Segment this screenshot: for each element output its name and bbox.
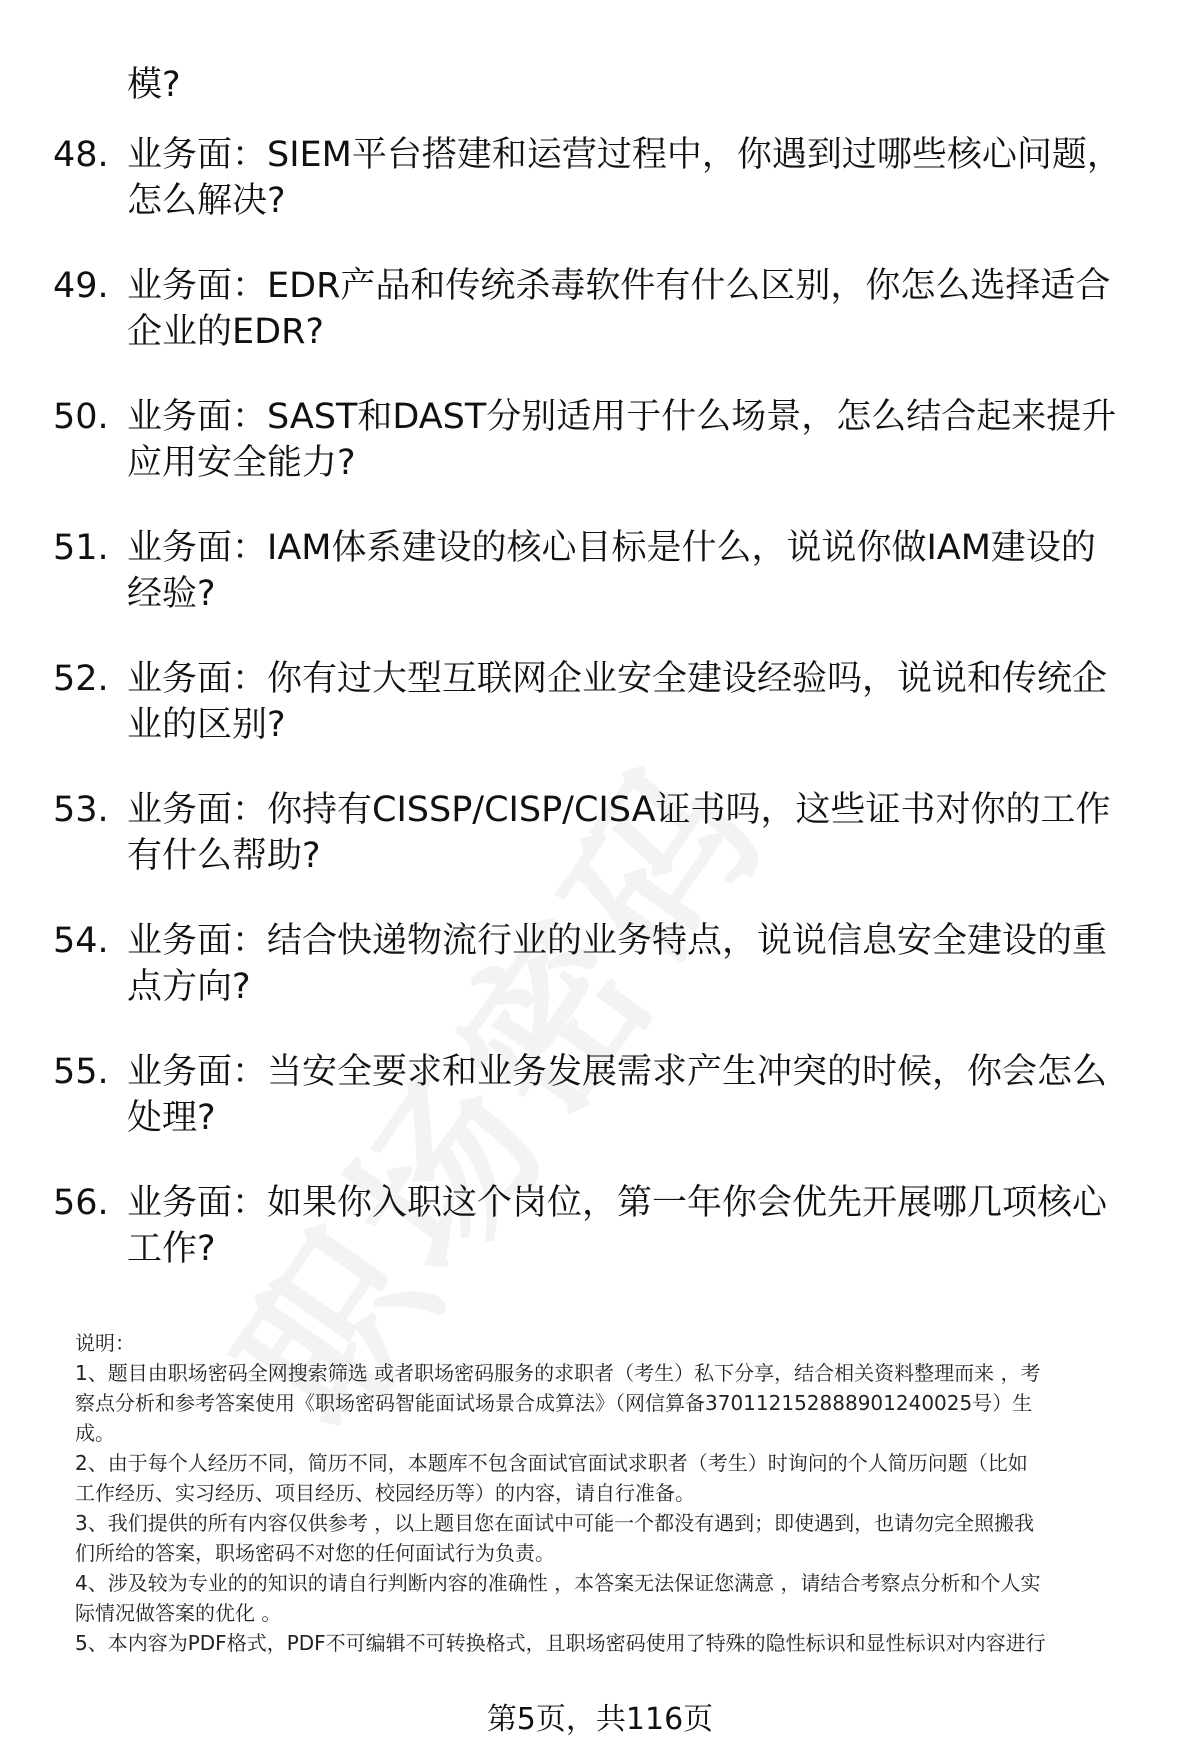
notes-heading: 说明： bbox=[75, 1331, 135, 1355]
question-line: 处理? bbox=[127, 1098, 216, 1138]
page-footer: 第5页，共116页 bbox=[486, 1702, 714, 1737]
question-line: 企业的EDR? bbox=[127, 312, 324, 352]
notes-line: 察点分析和参考答案使用《职场密码智能面试场景合成算法》（网信算备370112152888901240025号）生 bbox=[75, 1391, 1033, 1415]
notes-line: 5、本内容为PDF格式，PDF不可编辑不可转换格式，且职场密码使用了特殊的隐性标识和显性标识对内容进行 bbox=[75, 1631, 1046, 1655]
question-line: 业务面：EDR产品和传统杀毒软件有什么区别，你怎么选择适合 bbox=[127, 266, 1111, 306]
question-number: 49. bbox=[53, 266, 109, 306]
question-text bbox=[127, 1180, 1147, 1272]
question-number: 52. bbox=[53, 659, 109, 699]
question-line: 有什么帮助? bbox=[127, 836, 321, 876]
question-number: 50. bbox=[53, 397, 109, 437]
question-line: 业务面：SAST和DAST分别适用于什么场景，怎么结合起来提升 bbox=[127, 397, 1117, 437]
question-line: 经验? bbox=[127, 574, 216, 614]
question-text bbox=[127, 1049, 1147, 1141]
notes-line: 4、涉及较为专业的的知识的请自行判断内容的准确性 ，本答案无法保证您满意 ，请结合考察点分析和个人实 bbox=[75, 1571, 1041, 1595]
question-line: 业的区别? bbox=[127, 705, 286, 745]
notes-line: 2、由于每个人经历不同，简历不同，本题库不包含面试官面试求职者（考生）时询问的个人简历问题（比如 bbox=[75, 1451, 1028, 1475]
question-line: 业务面：你有过大型互联网企业安全建设经验吗，说说和传统企 bbox=[127, 659, 1108, 699]
question-line: 业务面：结合快递物流行业的业务特点，说说信息安全建设的重 bbox=[127, 921, 1108, 961]
question-text bbox=[127, 918, 1147, 1010]
notes-line: 3、我们提供的所有内容仅供参考 ，以上题目您在面试中可能一个都没有遇到；即使遇到，也请勿完全照搬我 bbox=[75, 1511, 1035, 1535]
question-number: 55. bbox=[53, 1052, 109, 1092]
notes-line: 际情况做答案的优化 。 bbox=[75, 1601, 282, 1625]
notes-line: 工作经历、实习经历、项目经历、校园经历等）的内容，请自行准备。 bbox=[75, 1481, 695, 1505]
question-line: 业务面：你持有CISSP/CISP/CISA证书吗，这些证书对你的工作 bbox=[127, 790, 1111, 830]
question-line: 业务面：SIEM平台搭建和运营过程中，你遇到过哪些核心问题， bbox=[127, 135, 1122, 175]
question-line: 点方向? bbox=[127, 967, 251, 1007]
question-text bbox=[127, 132, 1147, 224]
question-number: 54. bbox=[53, 921, 109, 961]
notes-line: 1、题目由职场密码全网搜索筛选 或者职场密码服务的求职者（考生）私下分享，结合相关资料整理而来 ，考 bbox=[75, 1361, 1041, 1385]
question-line: 工作? bbox=[127, 1229, 216, 1269]
question-line: 怎么解决? bbox=[127, 181, 286, 221]
question-text bbox=[127, 525, 1147, 617]
question-line: 业务面：IAM体系建设的核心目标是什么，说说你做IAM建设的 bbox=[127, 528, 1096, 568]
notes-section bbox=[75, 1328, 1160, 1658]
question-number: 53. bbox=[53, 790, 109, 830]
question-line: 业务面：当安全要求和业务发展需求产生冲突的时候，你会怎么 bbox=[127, 1052, 1108, 1092]
question-number: 56. bbox=[53, 1183, 109, 1223]
question-text bbox=[127, 787, 1147, 879]
question-text bbox=[127, 263, 1147, 355]
question-number: 48. bbox=[53, 135, 109, 175]
question-text bbox=[127, 394, 1147, 486]
question-number: 51. bbox=[53, 528, 109, 568]
question-line: 业务面：如果你入职这个岗位，第一年你会优先开展哪几项核心 bbox=[127, 1183, 1108, 1223]
notes-line: 们所给的答案，职场密码不对您的任何面试行为负责。 bbox=[75, 1541, 555, 1565]
question-text bbox=[127, 656, 1147, 748]
question-continuation: 模? bbox=[127, 65, 181, 105]
question-line: 应用安全能力? bbox=[127, 443, 356, 483]
notes-line: 成。 bbox=[75, 1421, 115, 1445]
